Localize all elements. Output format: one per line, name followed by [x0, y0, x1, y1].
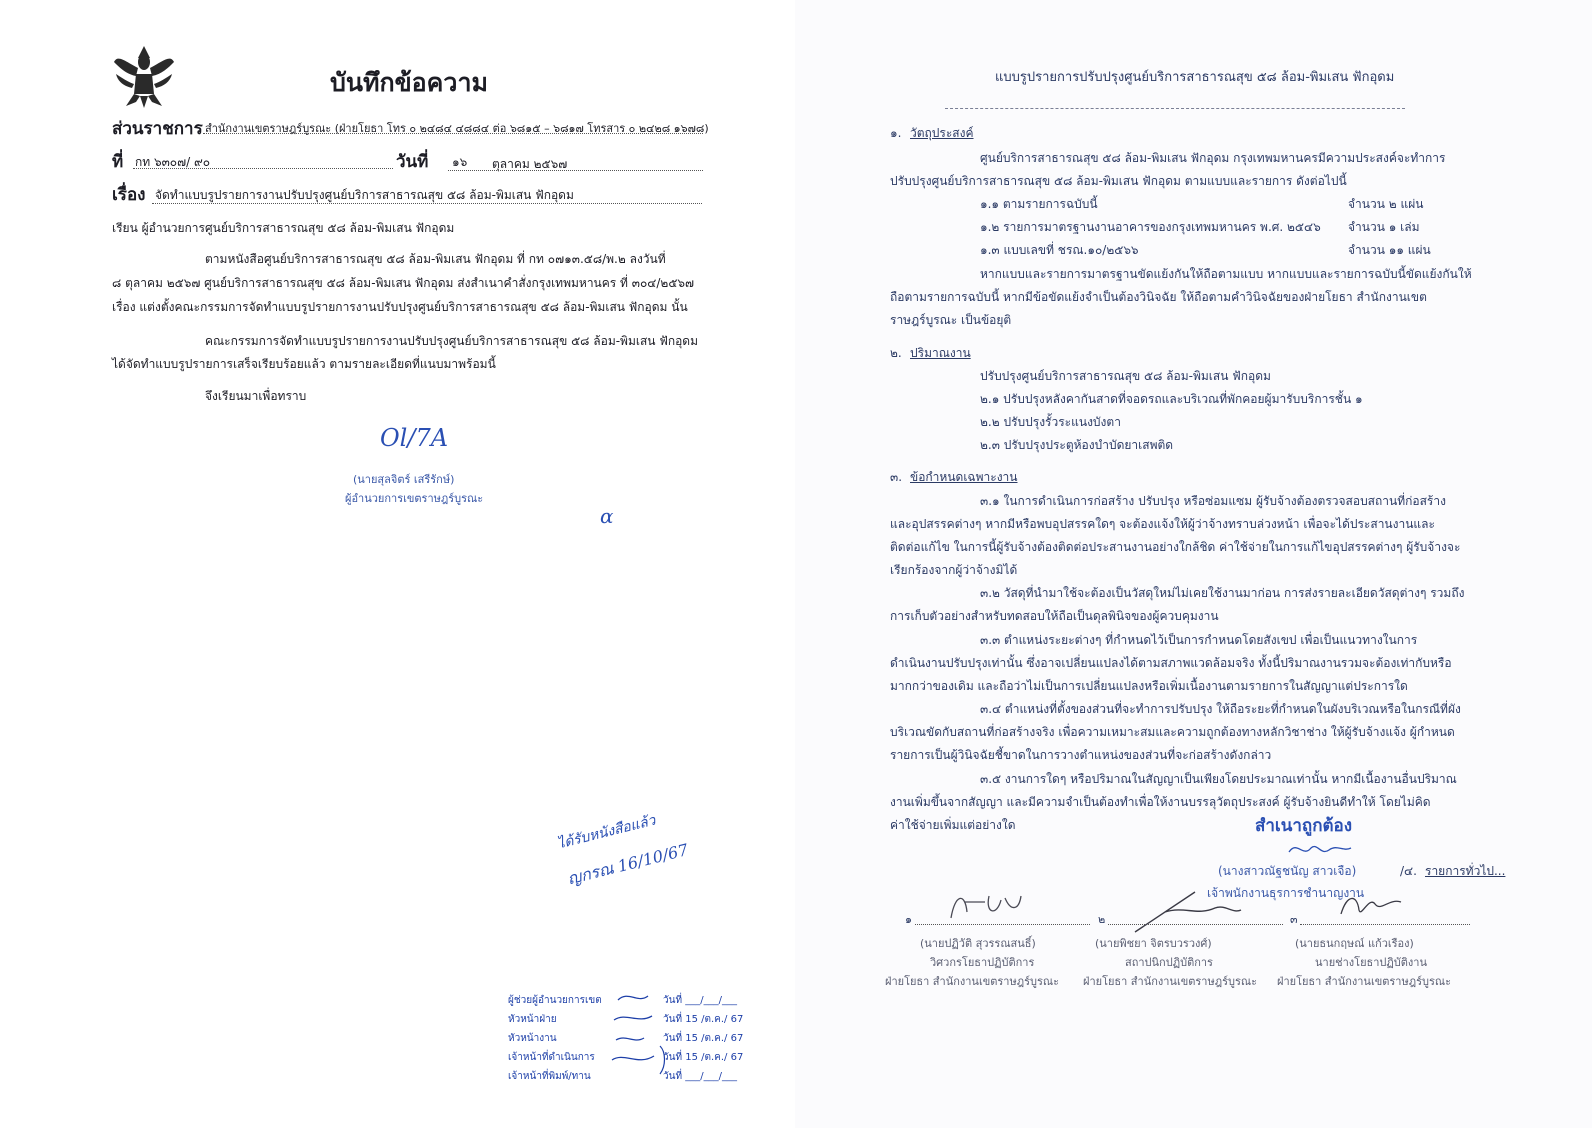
s3-heading: ข้อกำหนดเฉพาะงาน [910, 470, 1018, 484]
continue-link: รายการทั่วไป... [1425, 864, 1506, 878]
s1-item-1: ๑.๑ ตามรายการฉบับนี้ [980, 197, 1098, 211]
handwritten-note-1: ได้รับหนังสือแล้ว [555, 812, 658, 853]
routing-date-3: วันที่ 15 /ต.ค./ 67 [663, 1033, 744, 1044]
ref-label: ที่ [112, 152, 124, 172]
initial-mark: ɑ [600, 504, 614, 528]
s3-line: เรียกร้องจากผู้ว่าจ้างมิได้ [890, 563, 1018, 577]
s1-item-3: ๑.๓ แบบเลขที่ ชรณ.๑๐/๒๕๖๖ [980, 243, 1139, 257]
s1-number: ๑. [890, 126, 902, 140]
committee-2-office: ฝ่ายโยธา สำนักงานเขตราษฎร์บูรณะ [1083, 975, 1258, 988]
s3-line: ๓.๕ งานการใดๆ หรือปริมาณในสัญญาเป็นเพียงโดยประมาณเท่านั้น หากมีเนื้องานอื่นปริมาณ [980, 772, 1457, 786]
s1-para2-1: หากแบบและรายการมาตรฐานขัดแย้งกันให้ถือตามแบบ หากแบบและรายการฉบับนี้ขัดแย้งกันให้ [980, 267, 1472, 281]
s1-para-2: ปรับปรุงศูนย์บริการสาธารณสุข ๕๘ ล้อม-พิมเสน ฟักอุดม ตามแบบและรายการ ดังต่อไปนี้ [890, 174, 1347, 188]
s3-line: รายการเป็นผู้วินิจฉัยชี้ขาดในการวางตำแหน่งของส่วนที่จะก่อสร้างดังกล่าว [890, 748, 1272, 762]
committee-2-number: ๒ [1098, 913, 1106, 926]
certifier-signature [1285, 838, 1355, 860]
routing-label-1: ผู้ช่วยผู้อำนวยการเขต [508, 995, 602, 1006]
s3-line: และอุปสรรคต่างๆ หากมีหรือพบอุปสรรคใดๆ จะต้องแจ้งให้ผู้ว่าจ้างทราบล่วงหน้า เพื่อจะได้ประสานงานและ [890, 517, 1435, 531]
signer-title: ผู้อำนวยการเขตราษฎร์บูรณะ [345, 492, 484, 505]
subject-dotline [152, 203, 702, 204]
handwritten-note-2: ญกรณ 16/10/67 [565, 840, 691, 889]
committee-3-name: (นายธนกฤษณ์ แก้วเรือง) [1295, 937, 1414, 950]
s1-item-1-qty: จำนวน ๒ แผ่น [1348, 197, 1424, 211]
para2-line-1: คณะกรรมการจัดทำแบบรูปรายการงานปรับปรุงศูนย์บริการสาธารณสุข ๕๘ ล้อม-พิมเสน ฟักอุดม [205, 334, 698, 348]
committee-2-title: สถาปนิกปฏิบัติการ [1125, 956, 1213, 969]
committee-2-signature [1125, 886, 1245, 936]
subject-value: จัดทำแบบรูปรายการงานปรับปรุงศูนย์บริการสาธารณสุข ๕๘ ล้อม-พิมเสน ฟักอุดม [155, 188, 574, 202]
s1-item-2: ๑.๒ รายการมาตรฐานงานอาคารของกรุงเทพมหานคร พ.ศ. ๒๕๔๖ [980, 220, 1321, 234]
para2-line-2: ได้จัดทำแบบรูปรายการเสร็จเรียบร้อยแล้ว ตามรายละเอียดที่แนบมาพร้อมนี้ [112, 357, 496, 371]
certifier-title: เจ้าพนักงานธุรการชำนาญงาน [1207, 886, 1365, 900]
department-label: ส่วนราชการ [112, 119, 203, 139]
s2-line-1: ปรับปรุงศูนย์บริการสาธารณสุข ๕๘ ล้อม-พิมเสน ฟักอุดม [980, 369, 1271, 383]
committee-2-name: (นายพิชยา จิตรบวรวงศ์) [1095, 937, 1212, 950]
s2-heading: ปริมาณงาน [910, 346, 971, 360]
s3-line: บริเวณขัดกับสถานที่ก่อสร้างจริง เพื่อความเหมาะสมและความถูกต้องทางหลักวิชาช่าง ให้ผู้รับจ้างแจ้ง ผู้กำหนด [890, 725, 1455, 739]
routing-date-2: วันที่ 15 /ต.ค./ 67 [663, 1014, 744, 1025]
committee-1-signline [915, 924, 1090, 925]
continue-mark: /๔. [1400, 864, 1417, 878]
committee-3-title: นายช่างโยธาปฏิบัติงาน [1315, 956, 1427, 969]
to-line: เรียน ผู้อำนวยการศูนย์บริการสาธารณสุข ๕๘ ล้อม-พิมเสน ฟักอุดม [112, 221, 455, 235]
s2-line-2: ๒.๑ ปรับปรุงหลังคากันสาดที่จอดรถและบริเวณที่พักคอยผู้มารับบริการชั้น ๑ [980, 392, 1363, 406]
routing-label-3: หัวหน้างาน [508, 1033, 557, 1044]
subject-label: เรื่อง [112, 185, 146, 205]
department-dotline [203, 133, 703, 134]
committee-3-office: ฝ่ายโยธา สำนักงานเขตราษฎร์บูรณะ [1277, 975, 1452, 988]
s3-line: งานเพิ่มขึ้นจากสัญญา และมีความจำเป็นต้องทำเพื่อให้งานบรรลุวัตถุประสงค์ ผู้รับจ้างยินดีทำให้ โดยไม่คิด [890, 795, 1431, 809]
s1-para2-3: ราษฎร์บูรณะ เป็นข้อยุติ [890, 313, 1012, 327]
s3-line: มากกว่าของเดิม และถือว่าไม่เป็นการเปลี่ยนแปลงหรือเพิ่มเนื้องานตามรายการในสัญญาแต่ประการใด [890, 679, 1408, 693]
s3-line: ค่าใช้จ่ายเพิ่มแต่อย่างใด [890, 818, 1016, 832]
routing-date-5: วันที่ ___/___/___ [663, 1071, 737, 1082]
committee-1-signature [945, 888, 1025, 924]
routing-date-4: วันที่ 15 /ต.ค./ 67 [663, 1052, 744, 1063]
para1-line-1: ตามหนังสือศูนย์บริการสาธารณสุข ๕๘ ล้อม-พิมเสน ฟักอุดม ที่ กท ๐๗๑๓.๕๘/พ.๒ ลงวันที่ [205, 252, 666, 266]
para1-line-3: เรื่อง แต่งตั้งคณะกรรมการจัดทำแบบรูปรายการงานปรับปรุงศูนย์บริการสาธารณสุข ๕๘ ล้อม-พิมเสน ฟักอุดม นั้น [112, 300, 688, 314]
closing-line: จึงเรียนมาเพื่อทราบ [205, 389, 307, 403]
ref-value: กท ๖๓๐๗/ ๙๐ [135, 155, 211, 169]
memo-title: บันทึกข้อความ [330, 68, 488, 97]
s3-line: การเก็บตัวอย่างสำหรับทดสอบให้ถือเป็นดุลพินิจของผู้ควบคุมงาน [890, 609, 1219, 623]
s1-item-3-qty: จำนวน ๑๑ แผ่น [1348, 243, 1431, 257]
s3-line: ๓.๓ ตำแหน่งระยะต่างๆ ที่กำหนดไว้เป็นการกำหนดโดยสังเขป เพื่อเป็นแนวทางในการ [980, 633, 1418, 647]
department-value: สำนักงานเขตราษฎร์บูรณะ (ฝ่ายโยธา โทร ๐ ๒๔๘๔ ๔๘๘๔ ต่อ ๖๘๑๕ – ๖๘๑๗ โทรสาร ๐ ๒๔๒๘ ๑๖๗๘) [205, 122, 709, 135]
s1-heading: วัตถุประสงค์ [910, 126, 974, 140]
s2-number: ๒. [890, 346, 902, 360]
s2-line-4: ๒.๓ ปรับปรุงประตูห้องบำบัดยาเสพติด [980, 438, 1174, 452]
signer-name: (นายสุลจิตร์ เสรีรักษ์) [353, 473, 455, 486]
garuda-emblem [112, 44, 176, 110]
certifier-name: (นางสาวณัฐชนัญ สาวเจือ) [1218, 864, 1357, 878]
date-month: ตุลาคม ๒๕๖๗ [492, 157, 568, 171]
s3-number: ๓. [890, 470, 903, 484]
date-dotline [448, 170, 703, 171]
committee-1-office: ฝ่ายโยธา สำนักงานเขตราษฎร์บูรณะ [885, 975, 1060, 988]
routing-label-5: เจ้าหน้าที่พิมพ์/ทาน [508, 1071, 591, 1082]
signature: Ol/7A [380, 424, 449, 452]
s2-line-3: ๒.๒ ปรับปรุงรั้วระแนงบังตา [980, 415, 1121, 429]
date-label: วันที่ [396, 152, 429, 172]
s1-para2-2: ถือตามรายการฉบับนี้ หากมีข้อขัดแย้งจำเป็นต้องวินิจฉัย ให้ถือตามคำวินิจฉัยของฝ่ายโยธา สำนักงานเขต [890, 290, 1427, 304]
routing-stamp [508, 990, 763, 1082]
date-day: ๑๖ [452, 155, 468, 169]
committee-1-name: (นายปฏิวัติ สุวรรณสนธิ์) [920, 937, 1036, 950]
spec-page [795, 0, 1592, 1128]
s1-item-2-qty: จำนวน ๑ เล่ม [1348, 220, 1420, 234]
s3-line: ๓.๑ ในการดำเนินการก่อสร้าง ปรับปรุง หรือซ่อมแซม ผู้รับจ้างต้องตรวจสอบสถานที่ก่อสร้าง [980, 494, 1446, 508]
para1-line-2: ๘ ตุลาคม ๒๕๖๗ ศูนย์บริการสาธารณสุข ๕๘ ล้อม-พิมเสน ฟักอุดม ส่งสำเนาคำสั่งกรุงเทพมหานคร ที่ ๓๐๔/๒๕๖๗ [112, 276, 695, 290]
routing-initials-scribble [608, 990, 668, 1082]
routing-label-4: เจ้าหน้าที่ดำเนินการ [508, 1052, 595, 1063]
ref-dotline [133, 168, 393, 169]
committee-3-signature [1335, 888, 1405, 922]
committee-3-number: ๓ [1290, 913, 1298, 926]
s3-line: ๓.๔ ตำแหน่งที่ตั้งของส่วนที่จะทำการปรับปรุง ให้ถือระยะที่กำหนดในผังบริเวณหรือในกรณีที่ผัง [980, 702, 1461, 716]
routing-date-1: วันที่ ___/___/___ [663, 995, 737, 1006]
title-separator [945, 108, 1405, 109]
s3-line: ติดต่อแก้ไข ในการนี้ผู้รับจ้างต้องติดต่อประสานงานอย่างใกล้ชิด ค่าใช้จ่ายในการแก้ไขอุปสรรคต่างๆ ผู้รับจ้างจะ [890, 540, 1461, 554]
s1-para-1: ศูนย์บริการสาธารณสุข ๕๘ ล้อม-พิมเสน ฟักอุดม กรุงเทพมหานครมีความประสงค์จะทำการ [980, 151, 1446, 165]
routing-label-2: หัวหน้าฝ่าย [508, 1014, 557, 1025]
committee-1-title: วิศวกรโยธาปฏิบัติการ [930, 956, 1035, 969]
committee-3-signline [1300, 924, 1470, 925]
s3-line: ดำเนินงานปรับปรุงเท่านั้น ซึ่งอาจเปลี่ยนแปลงได้ตามสภาพแวดล้อมจริง ทั้งนี้ปริมาณงานรวมจะต้องเท่ากับหรือ [890, 656, 1452, 670]
memo-page [0, 0, 795, 1128]
committee-1-number: ๑ [905, 913, 912, 926]
spec-title: แบบรูปรายการปรับปรุงศูนย์บริการสาธารณสุข ๕๘ ล้อม-พิมเสน ฟักอุดม [995, 70, 1395, 85]
certified-copy-stamp: สำเนาถูกต้อง [1255, 816, 1353, 836]
s3-line: ๓.๒ วัสดุที่นำมาใช้จะต้องเป็นวัสดุใหม่ไม่เคยใช้งานมาก่อน การส่งรายละเอียดวัสดุต่างๆ รวมถึง [980, 586, 1465, 600]
